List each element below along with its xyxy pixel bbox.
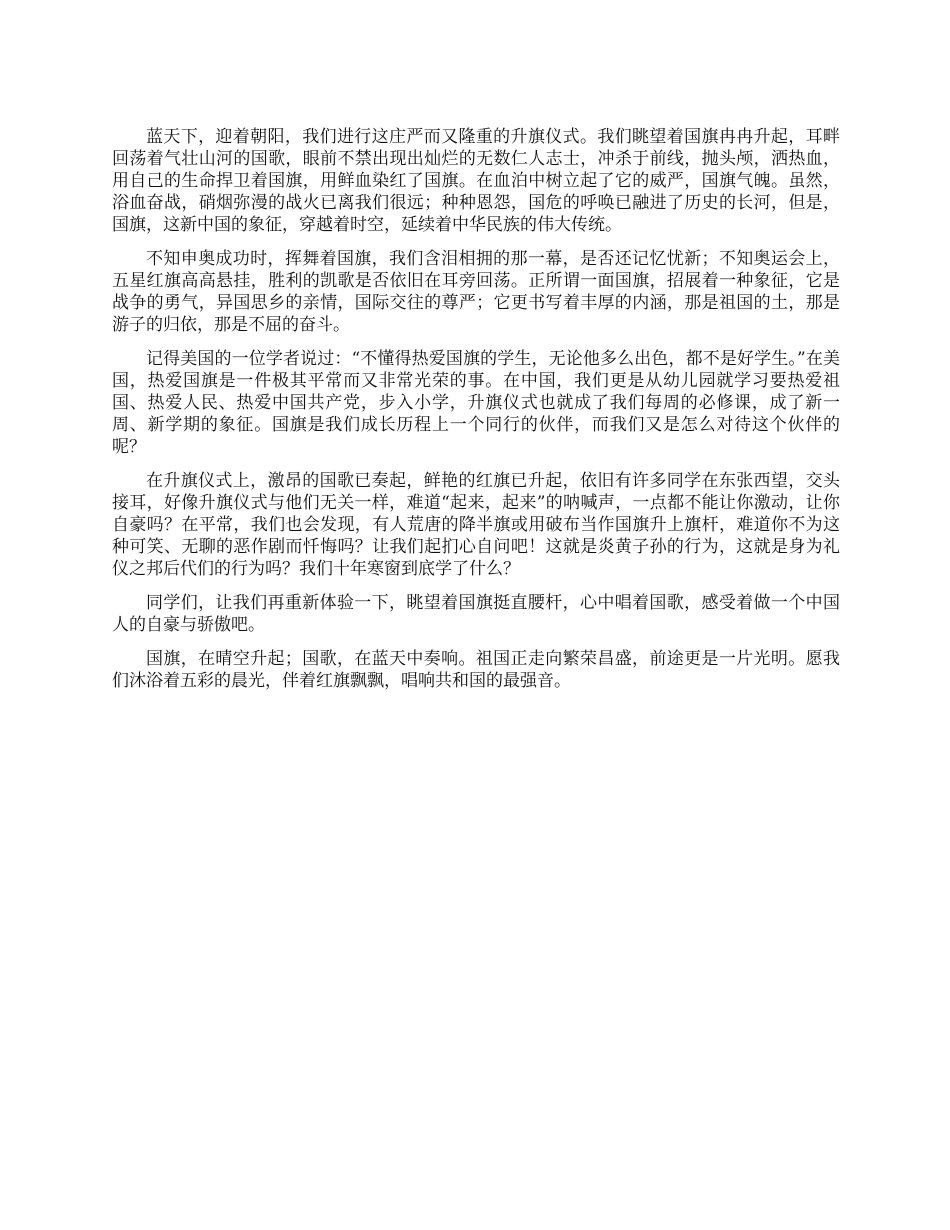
- paragraph-1: 蓝天下，迎着朝阳，我们进行这庄严而又隆重的升旗仪式。我们眺望着国旗冉冉升起，耳畔回荡着气壮山河的国歌，眼前不禁出现出灿烂的无数仁人志士，冲杀于前线，抛头颅，洒热血，用自己的生命捍卫着国旗，用鲜血染红了国旗。在血泊中树立起了它的威严，国旗气魄。虽然，浴血奋战，硝烟弥漫的战火已离我们很远；种种恩怨，国危的呼唤已融进了历史的长河，但是，国旗，这新中国的象征，穿越着时空，延续着中华民族的伟大传统。: [112, 127, 840, 235]
- document-body: [112, 126, 840, 704]
- paragraph-3: 记得美国的一位学者说过：“不懂得热爱国旗的学生，无论他多么出色，都不是好学生。”在美国，热爱国旗是一件极其平常而又非常光荣的事。在中国，我们更是从幼儿园就学习要热爱祖国、热爱人民、热爱中国共产党，步入小学，升旗仪式也就成了我们每周的必修课，成了新一周、新学期的象征。国旗是我们成长历程上一个同行的伙伴，而我们又是怎么对待这个伙伴的呢？: [112, 349, 840, 457]
- paragraph-5: 同学们，让我们再重新体验一下，眺望着国旗挺直腰杆，心中唱着国歌，感受着做一个中国人的自豪与骄傲吧。: [112, 593, 840, 635]
- paragraph-6: 国旗，在晴空升起；国歌，在蓝天中奏响。祖国正走向繁荣昌盛，前途更是一片光明。愿我们沐浴着五彩的晨光，伴着红旗飘飘，唱响共和国的最强音。: [112, 649, 840, 691]
- paragraph-2: 不知申奥成功时，挥舞着国旗，我们含泪相拥的那一幕，是否还记忆忧新；不知奥运会上，五星红旗高高悬挂，胜利的凯歌是否依旧在耳旁回荡。正所谓一面国旗，招展着一种象征，它是战争的勇气，异国思乡的亲情，国际交往的尊严；它更书写着丰厚的内涵，那是祖国的土，那是游子的归依，那是不屈的奋斗。: [112, 249, 840, 335]
- paragraph-4: 在升旗仪式上，激昂的国歌已奏起，鲜艳的红旗已升起，依旧有许多同学在东张西望，交头接耳，好像升旗仪式与他们无关一样，难道“起来，起来”的呐喊声，一点都不能让你激动，让你自豪吗？在平常，我们也会发现，有人荒唐的降半旗或用破布当作国旗升上旗杆，难道你不为这种可笑、无聊的恶作剧而忏悔吗？让我们起扪心自问吧！这就是炎黄子孙的行为，这就是身为礼仪之邦后代们的行为吗？我们十年寒窗到底学了什么？: [112, 471, 840, 579]
